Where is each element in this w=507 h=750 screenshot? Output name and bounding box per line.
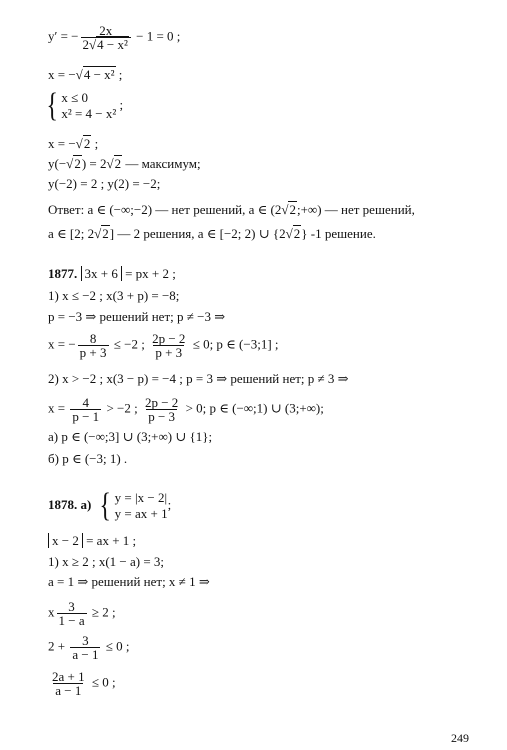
derivative-equation: y′ = − $\frac{2x}{\text{2√4 − x²}}$ − 1 = 0 ; xyxy=(48,23,181,52)
answer-a: а) p ∈ (−∞;3] ∪ (3;+∞) ∪ {1}; xyxy=(48,429,213,444)
case-1-condition: a = 1 ⇒ решений нет; x ≠ 1 ⇒ xyxy=(48,574,210,589)
inequality-2: 2 + $\frac{3}{a - 1}$ ≤ 0 ; xyxy=(48,633,130,662)
problem-1877-equation: 1877. 3x + 6 = px + 2 ; xyxy=(48,266,176,281)
inequality-3: $\frac{2a + 1}{a - 1}$ ≤ 0 ; xyxy=(52,669,116,698)
page-number: 249 xyxy=(451,731,469,745)
case-1-header: 1) x ≥ 2 ; x(1 − a) = 3; xyxy=(48,554,165,569)
maximum-value: y(−√2) = 2√2 — максимум; xyxy=(48,156,201,171)
case-1-inequalities: x = − $\frac{8}{p + 3}$ ≤ −2 ; $\frac{2p - 2}{p + 3}$ ≤ 0; p ∈ (−3;1] ; xyxy=(48,331,279,360)
answer-b: б) p ∈ (−3; 1) . xyxy=(48,451,128,466)
system-of-conditions: { x ≤ 0 x² = 4 − x² ; xyxy=(46,87,124,124)
problem-number: 1878. а) xyxy=(48,496,92,512)
x-expression: x = −√4 − x² ; xyxy=(48,67,123,82)
inequality-1: x $\frac{3}{1 - a}$ ≥ 2 ; xyxy=(48,599,116,628)
x-root: x = −√2 ; xyxy=(48,136,99,151)
case-2-inequalities: x = $\frac{4}{p - 1}$ > −2 ; $\frac{2p - 2}{p - 3}$ > 0; p ∈ (−∞;1) ∪ (3;+∞); xyxy=(48,395,324,424)
case-1-header: 1) x ≤ −2 ; x(3 + p) = −8; xyxy=(48,288,180,303)
modulus-equation: x − 2 = ax + 1 ; xyxy=(48,533,136,549)
problem-number: 1877. xyxy=(48,266,78,281)
answer-line-2: a ∈ [2; 2√2] — 2 решения, a ∈ [−2; 2) ∪ {2√2} -1 решение. xyxy=(48,226,376,241)
fraction: $\frac{2x}{\text{2√4 − x²}}$ xyxy=(81,24,131,51)
problem-1878-system: 1878. а) { y = |x − 2| y = ax + 1 ; xyxy=(48,487,172,524)
function-values: y(−2) = 2 ; y(2) = −2; xyxy=(48,176,161,191)
case-1-condition: p = −3 ⇒ решений нет; p ≠ −3 ⇒ xyxy=(48,309,226,324)
answer-line-1: Ответ: a ∈ (−∞;−2) — нет решений, a ∈ (2√2;+∞) — нет решений, xyxy=(48,202,415,217)
case-2-header: 2) x > −2 ; x(3 − p) = −4 ; p = 3 ⇒ решений нет; p ≠ 3 ⇒ xyxy=(48,371,349,386)
